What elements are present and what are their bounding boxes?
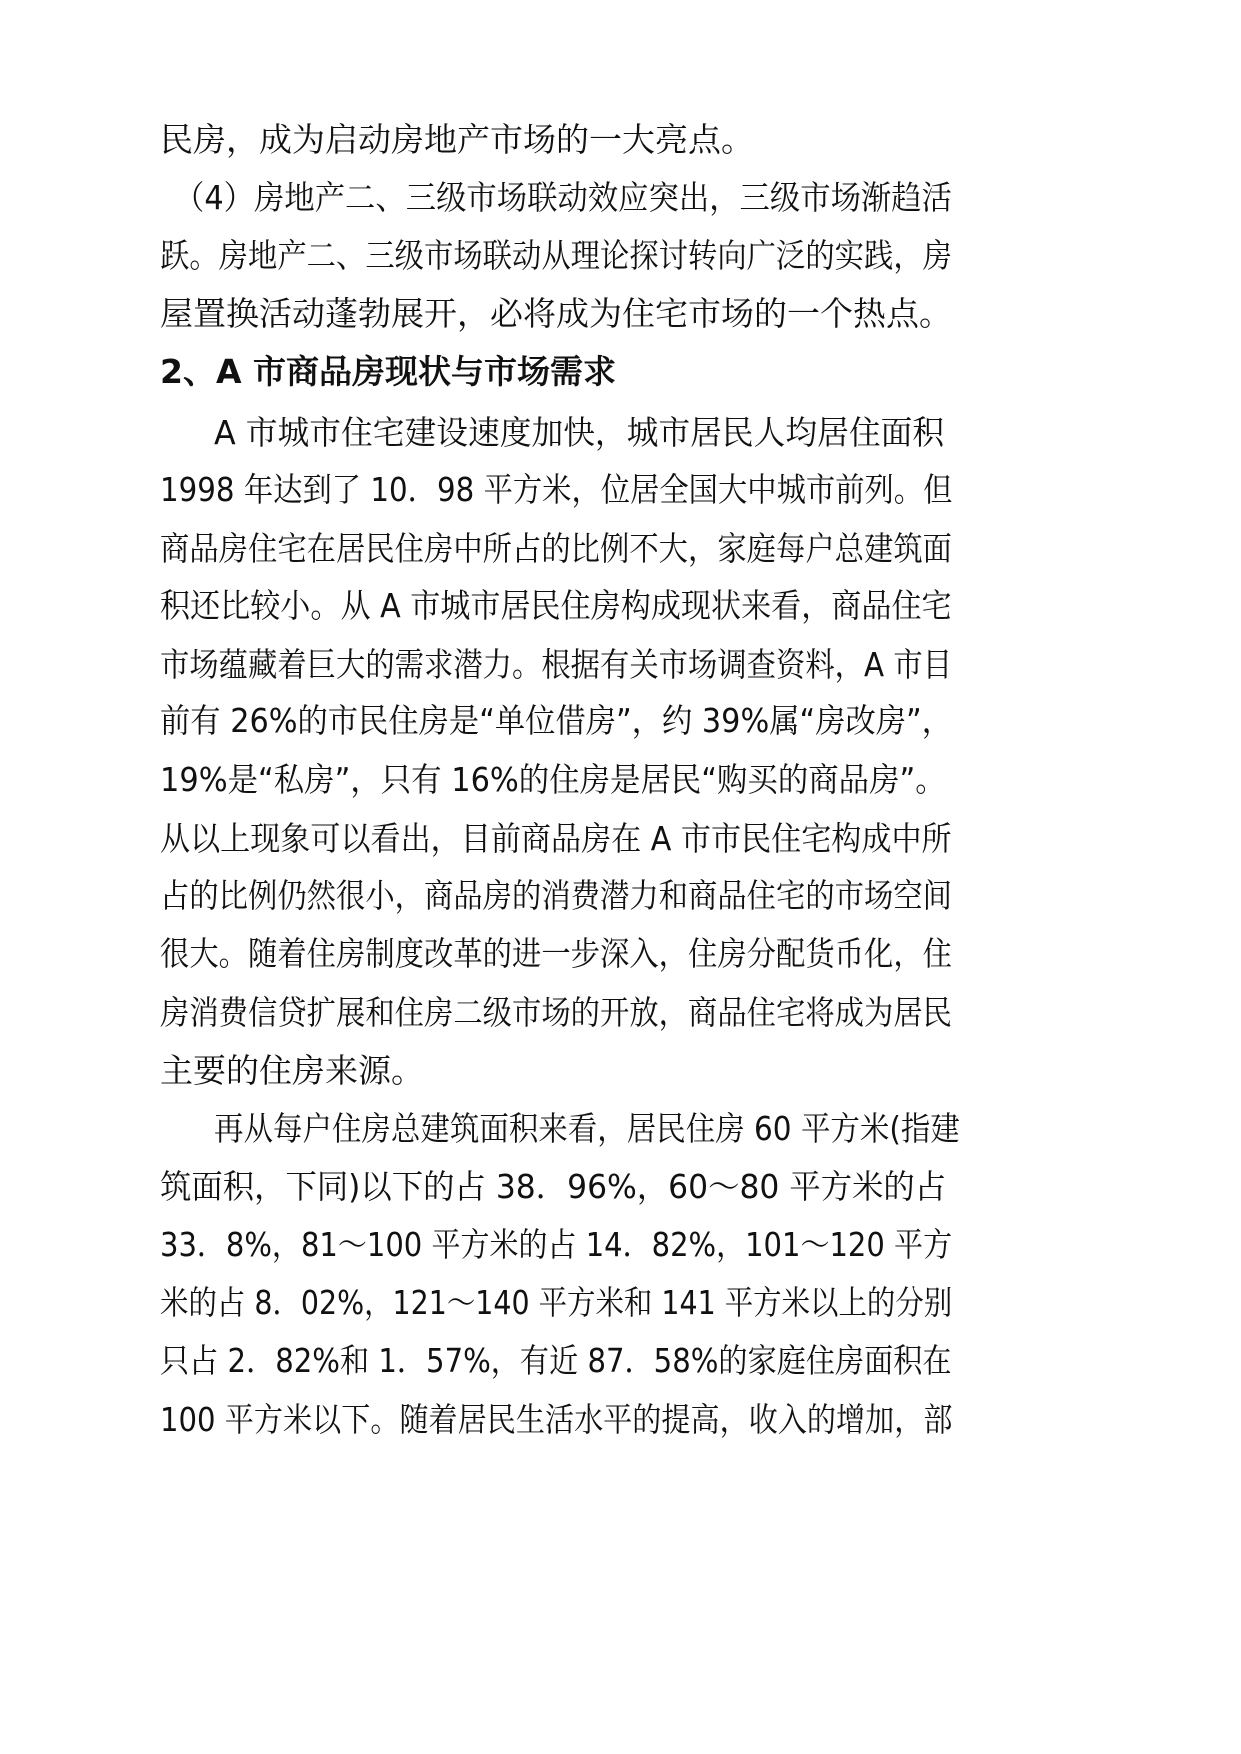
text-line: 积还比较小。从 A 市城市居民住房构成现状来看，商品住宅 — [160, 586, 952, 625]
text-line: 前有 26%的市民住房是“单位借房”，约 39%属“房改房”， — [160, 701, 953, 740]
section-heading: 2、A 市商品房现状与市场需求 — [160, 352, 616, 391]
text-line: 商品房住宅在居民住房中所占的比例不大，家庭每户总建筑面 — [160, 529, 953, 568]
text-line: 再从每户住房总建筑面积来看，居民住房 60 平方米(指建 — [214, 1109, 960, 1148]
text-line: （4）房地产二、三级市场联动效应突出，三级市场渐趋活 — [174, 178, 952, 217]
text-line: 19%是“私房”，只有 16%的住房是居民“购买的商品房”。 — [160, 760, 946, 799]
text-line: 占的比例仍然很小，商品房的消费潜力和商品住宅的市场空间 — [160, 876, 953, 915]
text-line: 从以上现象可以看出，目前商品房在 A 市市民住宅构成中所 — [160, 819, 952, 858]
text-line: 很大。随着住房制度改革的进一步深入，住房分配货币化，住 — [160, 934, 953, 973]
text-line: 主要的住房来源。 — [160, 1051, 424, 1090]
text-line: 1998 年达到了 10．98 平方米，位居全国大中城市前列。但 — [160, 470, 953, 509]
text-line: 筑面积，下同)以下的占 38．96%，60～80 平方米的占 — [160, 1167, 947, 1206]
text-line: 市场蕴藏着巨大的需求潜力。根据有关市场调查资料，A 市目 — [160, 645, 953, 684]
text-line: 33．8%，81～100 平方米的占 14．82%，101～120 平方 — [160, 1225, 953, 1264]
text-line: 屋置换活动蓬勃展开，必将成为住宅市场的一个热点。 — [160, 294, 952, 333]
text-line: 只占 2．82%和 1．57%，有近 87．58%的家庭住房面积在 — [160, 1341, 952, 1380]
text-line: 100 平方米以下。随着居民生活水平的提高，收入的增加，部 — [160, 1400, 953, 1439]
text-line: 跃。房地产二、三级市场联动从理论探讨转向广泛的实践，房 — [160, 236, 953, 275]
text-line: 房消费信贷扩展和住房二级市场的开放，商品住宅将成为居民 — [160, 993, 953, 1032]
text-line: 米的占 8．02%，121～140 平方米和 141 平方米以上的分别 — [160, 1283, 953, 1322]
text-line: A 市城市住宅建设速度加快，城市居民人均居住面积 — [214, 413, 945, 452]
text-line: 民房，成为启动房地产市场的一大亮点。 — [160, 120, 754, 159]
